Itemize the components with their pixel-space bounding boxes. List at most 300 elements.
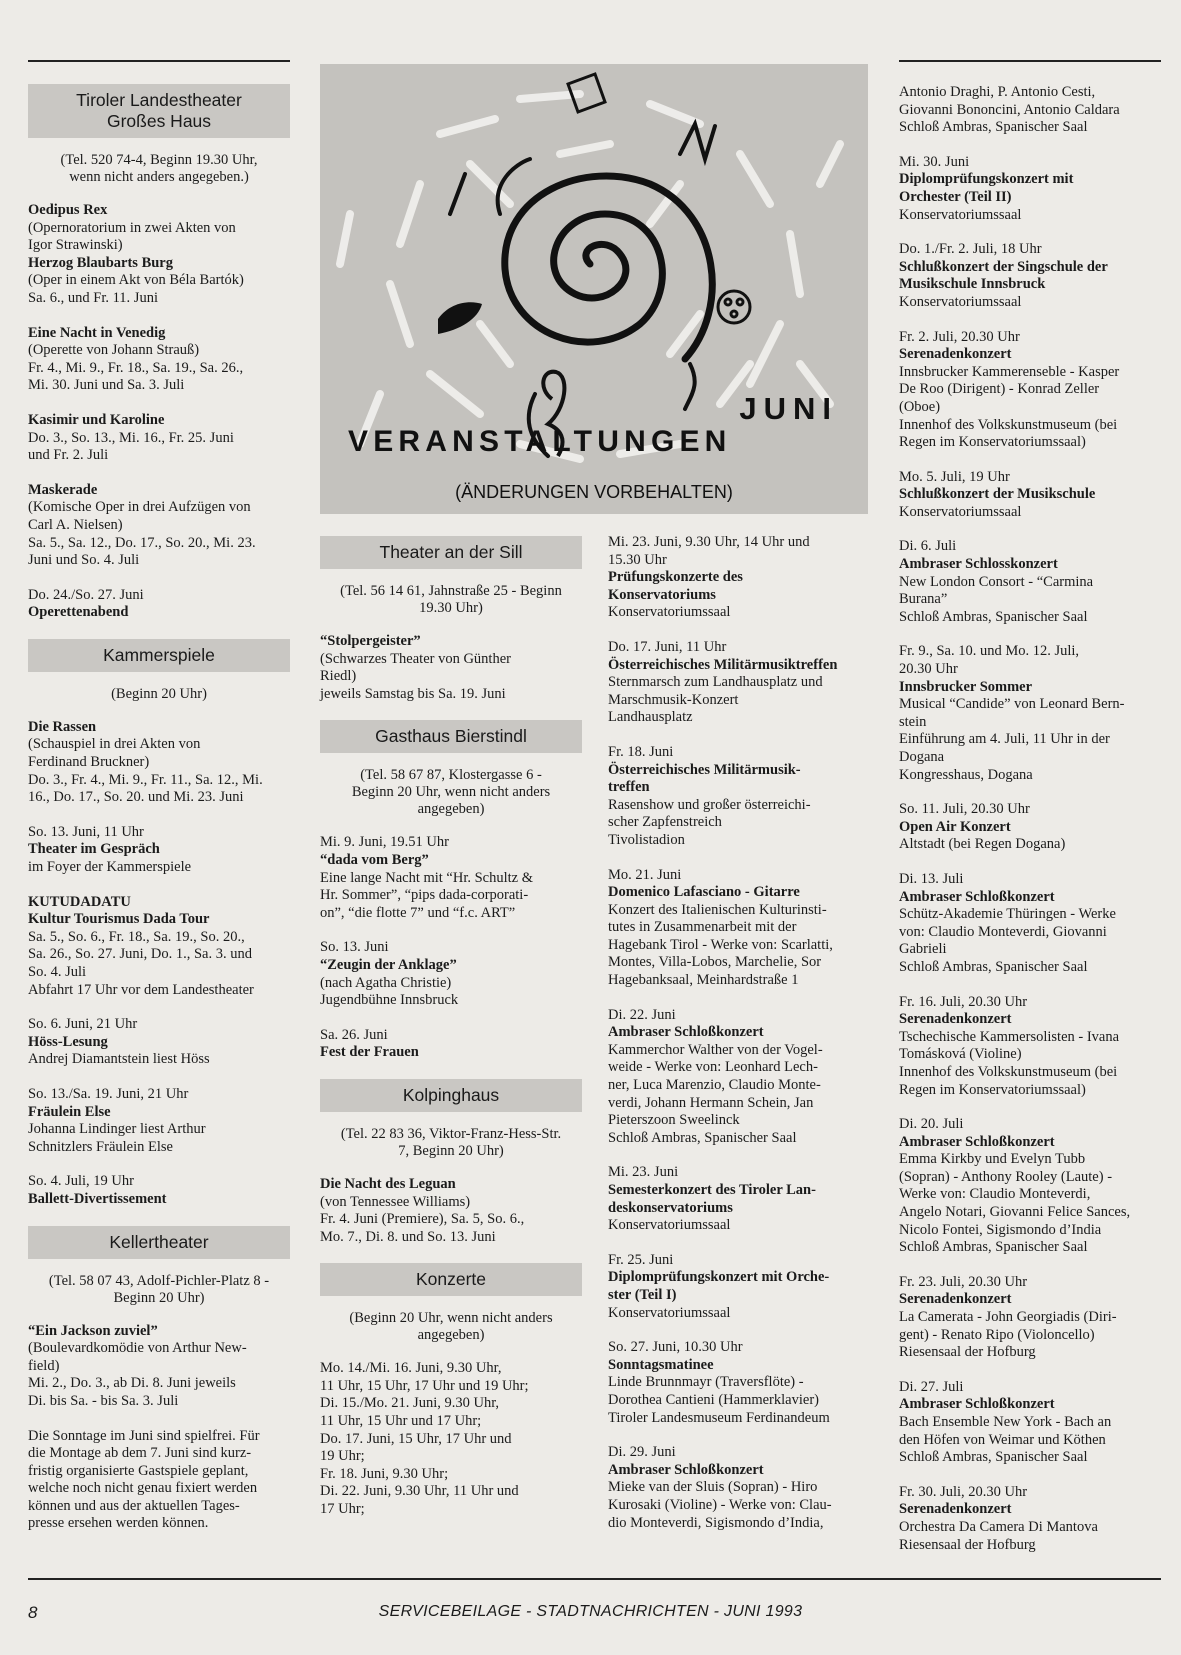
section-note-line: Beginn 20 Uhr) <box>113 1289 205 1306</box>
event-entry <box>899 1116 1161 1257</box>
section-note-line: 19.30 Uhr) <box>419 600 483 616</box>
event-line: Tiroler Landesmuseum Ferdinandeum <box>608 1409 830 1426</box>
event-line: im Foyer der Kammerspiele <box>28 859 192 876</box>
event-line: Bach Ensemble New York - Bach an <box>899 1414 1112 1430</box>
event-line: Werke von: Claudio Monteverdi, <box>899 1186 1091 1203</box>
event-line: Rasenshow und großer österreichi- <box>608 796 811 813</box>
section-heading-line: Großes Haus <box>106 111 212 131</box>
event-entry <box>28 1016 290 1069</box>
event-line: Mi. 30. Juni <box>899 153 970 170</box>
event-entry <box>608 639 872 727</box>
event-line: jeweils Samstag bis Sa. 19. Juni <box>320 685 506 702</box>
event-title: “Stolpergeister” <box>320 633 421 649</box>
event-title: Diplomprüfungskonzert mit <box>899 171 1074 188</box>
event-line: 17 Uhr; <box>320 1501 365 1518</box>
event-line: Di. 15./Mo. 21. Juni, 9.30 Uhr, <box>320 1395 500 1412</box>
event-title: Ambraser Schlosskonzert <box>899 556 1058 573</box>
event-title: Ambraser Schloßkonzert <box>608 1461 764 1478</box>
event-entry <box>899 1274 1161 1362</box>
event-line: Tivolistadion <box>608 831 685 848</box>
column-4-top <box>899 60 1161 84</box>
event-line: Marschmusik-Konzert <box>608 691 739 708</box>
event-entry <box>28 1323 290 1411</box>
event-line: Schloß Ambras, Spanischer Saal <box>899 1239 1088 1256</box>
event-entry <box>899 154 1161 224</box>
event-line: Fr. 23. Juli, 20.30 Uhr <box>899 1273 1028 1290</box>
event-line: Burana” <box>899 591 948 608</box>
event-title: Fräulein Else <box>28 1103 111 1120</box>
event-entry <box>28 482 290 570</box>
section-note <box>326 1126 576 1160</box>
event-entry <box>28 824 290 877</box>
event-line: De Roo (Dirigent) - Konrad Zeller <box>899 381 1100 398</box>
event-entry <box>899 538 1161 626</box>
event-entry <box>899 801 1161 854</box>
event-title: deskonservatoriums <box>608 1199 733 1216</box>
event-line: Schloß Ambras, Spanischer Saal <box>608 1129 797 1146</box>
event-line: Eine lange Nacht mit “Hr. Schultz & <box>320 869 534 886</box>
event-line: on”, “die flotte 7” und “f.c. ART” <box>320 904 516 921</box>
poster <box>320 64 868 514</box>
event-line: Musical “Candide” von Leonard Bern- <box>899 696 1125 713</box>
event-title: Eine Nacht in Venedig <box>28 324 166 341</box>
event-line: Dorothea Cantieni (Hammerklavier) <box>608 1391 819 1408</box>
event-entry <box>320 1360 582 1518</box>
section-note <box>326 1310 576 1344</box>
event-entry <box>608 1252 872 1322</box>
event-entry <box>608 534 872 622</box>
event-title: Die Rassen <box>28 718 97 735</box>
event-title: Open Air Konzert <box>899 818 1011 835</box>
event-title: Oedipus Rex <box>28 202 108 218</box>
event-line: Mi. 9. Juni, 19.51 Uhr <box>320 834 449 851</box>
event-entry <box>608 1007 872 1148</box>
event-line: So. 6. Juni, 21 Uhr <box>28 1016 138 1033</box>
event-line: Abfahrt 17 Uhr vor dem Landestheater <box>28 981 254 998</box>
event-line: Regen im Konservatoriumssaal) <box>899 434 1086 451</box>
event-entry <box>28 587 290 622</box>
section-note-line: (Beginn 20 Uhr) <box>111 685 207 702</box>
event-line: Giovanni Bononcini, Antonio Caldara <box>899 101 1120 118</box>
event-line: Einführung am 4. Juli, 11 Uhr in der <box>899 731 1110 748</box>
event-title: Theater im Gespräch <box>28 841 160 858</box>
event-title: “Ein Jackson zuviel” <box>28 1322 158 1339</box>
event-line: Andrej Diamantstein liest Höss <box>28 1051 210 1068</box>
event-line: (Operette von Johann Strauß) <box>28 342 200 359</box>
column-1-content <box>28 84 290 1533</box>
event-line: Schloß Ambras, Spanischer Saal <box>899 1449 1088 1466</box>
event-line: können und aus der aktuellen Tages- <box>28 1497 240 1514</box>
column-1 <box>28 60 290 1550</box>
event-line: Landhausplatz <box>608 709 693 726</box>
event-line: Fr. 18. Juni, 9.30 Uhr; <box>320 1465 449 1482</box>
event-line: 16., Do. 17., So. 20. und Mi. 23. Juni <box>28 789 244 806</box>
column-2 <box>320 536 582 1536</box>
event-line: Ferdinand Bruckner) <box>28 754 150 771</box>
event-title: Serenadenkonzert <box>899 1501 1012 1518</box>
event-line: den Höfen von Weimar und Köthen <box>899 1431 1106 1448</box>
event-line: Fr. 9., Sa. 10. und Mo. 12. Juli, <box>899 643 1080 660</box>
event-line: Sa. 26. Juni <box>320 1026 388 1043</box>
event-title: Schlußkonzert der Musikschule <box>899 486 1096 503</box>
section-note-line: angegeben) <box>417 801 485 818</box>
event-title: Semesterkonzert des Tiroler Lan- <box>608 1182 816 1198</box>
event-entry <box>320 939 582 1009</box>
event-line: 19 Uhr; <box>320 1448 365 1465</box>
event-title: Kasimir und Karoline <box>28 411 165 428</box>
event-line: (Oboe) <box>899 398 941 415</box>
event-line: New London Consort - “Carmina <box>899 573 1094 590</box>
event-entry <box>608 867 872 990</box>
event-line: Altstadt (bei Regen Dogana) <box>899 836 1066 853</box>
event-line: Gabrieli <box>899 941 947 958</box>
section-heading <box>320 1079 582 1112</box>
section-heading <box>28 84 290 138</box>
event-line: (Opernoratorium in zwei Akten von <box>28 219 236 236</box>
event-entry <box>608 1444 872 1532</box>
event-entry <box>320 633 582 703</box>
event-line: Riedl) <box>320 668 357 685</box>
top-rule <box>899 60 1161 62</box>
event-line: weide - Werke von: Leonhard Lech- <box>608 1059 818 1076</box>
event-line: Linde Brunnmayr (Traversflöte) - <box>608 1374 804 1391</box>
event-line: 11 Uhr, 15 Uhr, 17 Uhr und 19 Uhr; <box>320 1377 529 1394</box>
event-line: gent) - Renato Ripo (Violoncello) <box>899 1326 1095 1343</box>
event-line: presse ersehen werden können. <box>28 1515 209 1532</box>
event-title: ster (Teil I) <box>608 1286 677 1303</box>
event-line: (Komische Oper in drei Aufzügen von <box>28 499 251 516</box>
event-line: welche noch nicht genau fixiert werden <box>28 1480 258 1497</box>
event-line: Di. 6. Juli <box>899 538 957 555</box>
footer-rule <box>28 1578 1161 1580</box>
section-heading-line: Theater an der Sill <box>379 542 523 562</box>
section-note-line: (Tel. 56 14 61, Jahnstraße 25 - Beginn <box>340 583 562 599</box>
event-line: So. 4. Juli, 19 Uhr <box>28 1173 134 1190</box>
event-line: scher Zapfenstreich <box>608 814 722 831</box>
event-line: (Oper in einem Akt von Béla Bartók) <box>28 272 244 289</box>
event-title: KUTUDADATU <box>28 893 131 910</box>
event-line: Di. 29. Juni <box>608 1444 676 1461</box>
event-entry <box>899 1484 1161 1554</box>
event-line: Schnitzlers Fräulein Else <box>28 1138 173 1155</box>
event-line: Hagebanksaal, Meinhardstraße 1 <box>608 972 799 989</box>
event-line: 15.30 Uhr <box>608 551 667 568</box>
event-title: Ballett-Divertissement <box>28 1190 167 1207</box>
event-line: So. 11. Juli, 20.30 Uhr <box>899 801 1030 818</box>
event-entry <box>320 834 582 922</box>
event-title: Die Nacht des Leguan <box>320 1175 456 1192</box>
event-line: Mo. 21. Juni <box>608 866 682 883</box>
event-line: Schloß Ambras, Spanischer Saal <box>899 608 1088 625</box>
event-title: Operettenabend <box>28 604 129 621</box>
event-line: Do. 3., Fr. 4., Mi. 9., Fr. 11., Sa. 12., Mi. <box>28 771 263 788</box>
event-line: stein <box>899 713 927 730</box>
event-line: Do. 17. Juni, 15 Uhr, 17 Uhr und <box>320 1430 512 1447</box>
event-line: (Schwarzes Theater von Günther <box>320 650 511 667</box>
event-line: Kammerchor Walther von der Vogel- <box>608 1041 823 1058</box>
event-title: Herzog Blaubarts Burg <box>28 254 173 271</box>
section-note-line: Beginn 20 Uhr, wenn nicht anders <box>351 784 551 801</box>
event-line: So. 13./Sa. 19. Juni, 21 Uhr <box>28 1085 189 1102</box>
event-line: Innenhof des Volkskunstmuseum (bei <box>899 416 1118 433</box>
event-title: Schlußkonzert der Singschule der <box>899 258 1108 275</box>
event-entry <box>608 1339 872 1427</box>
event-line: So. 13. Juni, 11 Uhr <box>28 823 144 840</box>
section-note-line: (Beginn 20 Uhr, wenn nicht anders <box>349 1310 553 1327</box>
event-line: Igor Strawinski) <box>28 237 123 254</box>
event-line: tutes in Zusammenarbeit mit der <box>608 919 797 936</box>
event-entry <box>28 325 290 395</box>
event-line: Fr. 25. Juni <box>608 1251 674 1268</box>
event-title: Kultur Tourismus Dada Tour <box>28 911 210 928</box>
event-line: Do. 1./Fr. 2. Juli, 18 Uhr <box>899 241 1042 258</box>
event-title: Musikschule Innsbruck <box>899 276 1046 293</box>
event-line: fristig organisierte Gastspiele geplant, <box>28 1462 249 1479</box>
event-line: Tomásková (Violine) <box>899 1046 1022 1063</box>
event-line: 20.30 Uhr <box>899 661 958 678</box>
event-entry <box>899 1379 1161 1467</box>
event-line: Emma Kirkby und Evelyn Tubb <box>899 1151 1086 1168</box>
event-entry <box>28 719 290 807</box>
event-line: die Montage ab dem 7. Juni sind kurz- <box>28 1445 252 1462</box>
event-line: Schloß Ambras, Spanischer Saal <box>899 119 1088 136</box>
event-title: Serenadenkonzert <box>899 346 1012 363</box>
event-line: dio Monteverdi, Sigismondo d’India, <box>608 1514 824 1531</box>
event-entry <box>899 84 1161 137</box>
event-line: Konservatoriumssaal <box>899 503 1022 520</box>
event-line: Sa. 5., Sa. 12., Do. 17., So. 20., Mi. 23. <box>28 534 256 551</box>
event-title: Diplomprüfungskonzert mit Orche- <box>608 1269 830 1286</box>
event-entry <box>28 1173 290 1208</box>
section-note <box>34 152 284 186</box>
event-line: Pieterszoon Sweelinck <box>608 1112 740 1129</box>
event-line: Fr. 30. Juli, 20.30 Uhr <box>899 1483 1028 1500</box>
section-note-line: wenn nicht anders angegeben.) <box>69 169 249 185</box>
event-title: “dada vom Berg” <box>320 851 429 868</box>
event-line: Innsbrucker Kammerenseble - Kasper <box>899 363 1120 380</box>
event-title: Orchester (Teil II) <box>899 188 1012 205</box>
event-line: Konservatoriumssaal <box>608 604 731 621</box>
event-entry <box>899 871 1161 977</box>
event-entry <box>899 241 1161 311</box>
event-line: (Sopran) - Anthony Rooley (Laute) - <box>899 1168 1113 1185</box>
event-line: Dogana <box>899 749 945 765</box>
event-entry <box>28 1086 290 1156</box>
event-line: Konzert des Italienischen Kulturinsti- <box>608 901 827 918</box>
section-heading <box>320 1263 582 1296</box>
section-note-line: (Tel. 58 67 87, Klostergasse 6 - <box>360 767 542 784</box>
event-line: Montes, Villa-Lobos, Marchelie, Sor <box>608 954 822 971</box>
section-note <box>326 767 576 818</box>
section-heading-line: Kammerspiele <box>103 644 215 665</box>
event-line: So. 13. Juni <box>320 939 389 956</box>
column-4-content <box>899 84 1161 1554</box>
section-note-line: (Tel. 22 83 36, Viktor-Franz-Hess-Str. <box>340 1125 562 1142</box>
event-line: Mi. 2., Do. 3., ab Di. 8. Juni jeweils <box>28 1375 236 1392</box>
event-line: Innenhof des Volkskunstmuseum (bei <box>899 1063 1118 1080</box>
event-entry <box>28 202 290 308</box>
event-title: Maskerade <box>28 481 98 498</box>
event-title: Ambraser Schloßkonzert <box>899 1133 1055 1150</box>
event-line: Konservatoriumssaal <box>608 1304 731 1321</box>
section-heading <box>28 639 290 672</box>
section-heading-line: Konzerte <box>415 1269 487 1290</box>
event-line: Schütz-Akademie Thüringen - Werke <box>899 906 1116 923</box>
event-line: Fr. 16. Juli, 20.30 Uhr <box>899 993 1028 1010</box>
event-title: Domenico Lafasciano - Gitarre <box>608 884 800 901</box>
event-line: Orchestra Da Camera Di Mantova <box>899 1518 1098 1535</box>
event-line: Do. 3., So. 13., Mi. 16., Fr. 25. Juni <box>28 429 234 446</box>
event-entry <box>320 1027 582 1062</box>
event-line: Nicolo Fontei, Sigismondo d’India <box>899 1221 1102 1238</box>
event-line: Do. 17. Juni, 11 Uhr <box>608 638 727 655</box>
event-line: Antonio Draghi, P. Antonio Cesti, <box>899 84 1096 100</box>
event-line: Kongresshaus, Dogana <box>899 766 1033 783</box>
event-entry <box>608 1164 872 1234</box>
footer-text: SERVICEBEILAGE - STADTNACHRICHTEN - JUNI 1993 <box>378 1603 803 1620</box>
event-title: Serenadenkonzert <box>899 1011 1012 1028</box>
event-line: (Boulevardkomödie von Arthur New- <box>28 1340 247 1357</box>
event-line: Fr. 2. Juli, 20.30 Uhr <box>899 328 1020 345</box>
event-line: Sternmarsch zum Landhausplatz und <box>608 674 823 691</box>
event-line: Mi. 23. Juni, 9.30 Uhr, 14 Uhr und <box>608 534 810 550</box>
event-title: “Zeugin der Anklage” <box>320 956 457 973</box>
event-line: Di. bis Sa. - bis Sa. 3. Juli <box>28 1392 179 1409</box>
section-note-line: (Tel. 58 07 43, Adolf-Pichler-Platz 8 - <box>48 1272 270 1289</box>
event-line: Mo. 5. Juli, 19 Uhr <box>899 468 1010 485</box>
event-line: Kurosaki (Violine) - Werke von: Clau- <box>608 1496 832 1513</box>
event-title: Innsbrucker Sommer <box>899 678 1033 695</box>
event-entry <box>899 469 1161 522</box>
event-line: (von Tennessee Williams) <box>320 1193 471 1210</box>
event-title: Prüfungskonzerte des <box>608 569 743 586</box>
event-title: Ambraser Schloßkonzert <box>899 888 1055 905</box>
event-line: Die Sonntage im Juni sind spielfrei. Für <box>28 1427 260 1444</box>
event-entry <box>28 1428 290 1534</box>
poster-title-juni: JUNI <box>739 391 838 426</box>
event-line: (Schauspiel in drei Akten von <box>28 736 201 753</box>
section-note <box>326 583 576 617</box>
section-note-line: (Tel. 520 74-4, Beginn 19.30 Uhr, <box>60 152 258 168</box>
event-entry <box>28 412 290 465</box>
event-line: Mo. 7., Di. 8. und So. 13. Juni <box>320 1228 496 1245</box>
event-line: Konservatoriumssaal <box>608 1217 731 1234</box>
poster-subtitle: (ÄNDERUNGEN VORBEHALTEN) <box>455 482 733 502</box>
event-line: Mo. 14./Mi. 16. Juni, 9.30 Uhr, <box>320 1360 502 1377</box>
page-number: 8 <box>28 1603 38 1622</box>
event-entry <box>320 1176 582 1246</box>
event-line: verdi, Johann Hermann Schein, Jan <box>608 1094 814 1111</box>
event-line: Carl A. Nielsen) <box>28 516 123 533</box>
event-title: treffen <box>608 779 650 796</box>
event-line: Konservatoriumssaal <box>899 206 1022 223</box>
event-line: Di. 27. Juli <box>899 1378 964 1395</box>
section-heading <box>28 1226 290 1259</box>
event-title: Ambraser Schloßkonzert <box>899 1396 1055 1413</box>
event-line: Juni und So. 4. Juli <box>28 552 140 569</box>
event-line: Hr. Sommer”, “pips dada-corporati- <box>320 887 529 904</box>
section-heading-line: Tiroler Landestheater <box>76 90 242 110</box>
event-line: von: Claudio Monteverdi, Giovanni <box>899 923 1107 940</box>
event-line: So. 4. Juli <box>28 964 87 980</box>
section-note-line: 7, Beginn 20 Uhr) <box>398 1142 504 1159</box>
top-rule <box>28 60 290 62</box>
event-line: 11 Uhr, 15 Uhr und 17 Uhr; <box>320 1413 482 1430</box>
event-entry <box>899 994 1161 1100</box>
event-line: Sa. 26., So. 27. Juni, Do. 1., Sa. 3. und <box>28 946 252 963</box>
event-entry <box>899 329 1161 452</box>
event-title: Konservatoriums <box>608 586 716 603</box>
column-3 <box>608 534 872 1549</box>
column-3-content <box>608 534 872 1532</box>
event-line: Riesensaal der Hofburg <box>899 1536 1036 1553</box>
event-entry <box>899 643 1161 784</box>
event-line: (nach Agatha Christie) <box>320 974 452 991</box>
event-title: Serenadenkonzert <box>899 1291 1012 1308</box>
event-line: Tschechische Kammersolisten - Ivana <box>899 1028 1120 1045</box>
event-line: Schloß Ambras, Spanischer Saal <box>899 958 1088 975</box>
section-heading <box>320 720 582 753</box>
event-title: Sonntagsmatinee <box>608 1356 714 1373</box>
event-line: Di. 22. Juni, 9.30 Uhr, 11 Uhr und <box>320 1483 519 1500</box>
event-line: Mi. 30. Juni und Sa. 3. Juli <box>28 377 185 394</box>
event-line: Di. 13. Juli <box>899 870 964 887</box>
film-reel-icon <box>718 291 750 323</box>
event-line: Fr. 4., Mi. 9., Fr. 18., Sa. 19., Sa. 26., <box>28 359 244 376</box>
event-line: Mieke van der Sluis (Sopran) - Hiro <box>608 1479 818 1496</box>
section-heading-line: Kolpinghaus <box>402 1084 500 1105</box>
event-line: und Fr. 2. Juli <box>28 447 109 464</box>
event-line: Mi. 23. Juni <box>608 1164 679 1181</box>
event-title: Ambraser Schloßkonzert <box>608 1024 764 1041</box>
column-4 <box>899 84 1161 1571</box>
event-line: Fr. 4. Juni (Premiere), Sa. 5, So. 6., <box>320 1211 525 1228</box>
event-line: Angelo Notari, Giovanni Felice Sances, <box>899 1204 1131 1221</box>
event-line: Sa. 5., So. 6., Fr. 18., Sa. 19., So. 20., <box>28 928 245 945</box>
event-line: Sa. 6., und Fr. 11. Juni <box>28 289 158 306</box>
column-2-content <box>320 536 582 1519</box>
event-line: Hagebank Tirol - Werke von: Scarlatti, <box>608 936 833 953</box>
event-line: field) <box>28 1357 60 1374</box>
event-entry <box>28 894 290 1000</box>
event-title: Höss-Lesung <box>28 1033 108 1050</box>
event-line: So. 27. Juni, 10.30 Uhr <box>608 1339 743 1356</box>
section-note-line: angegeben) <box>417 1327 485 1344</box>
event-line: Di. 22. Juni <box>608 1006 676 1023</box>
event-line: Fr. 18. Juni <box>608 743 674 760</box>
event-line: ner, Luca Marenzio, Claudio Monte- <box>608 1077 821 1094</box>
section-heading-line: Kellertheater <box>109 1231 209 1252</box>
event-line: Konservatoriumssaal <box>899 293 1022 310</box>
poster-title-veranstaltungen: VERANSTALTUNGEN <box>348 425 732 458</box>
section-heading-line: Gasthaus Bierstindl <box>375 726 527 747</box>
mask-icon <box>438 302 482 334</box>
event-line: Riesensaal der Hofburg <box>899 1344 1036 1361</box>
event-line: Johanna Lindinger liest Arthur <box>28 1121 206 1138</box>
section-note <box>34 686 284 703</box>
event-line: Jugendbühne Innsbruck <box>320 992 459 1009</box>
event-title: Österreichisches Militärmusiktreffen <box>608 656 838 673</box>
event-entry <box>608 744 872 850</box>
event-line: La Camerata - John Georgiadis (Diri- <box>899 1309 1117 1326</box>
event-line: Regen im Konservatoriumssaal) <box>899 1081 1086 1098</box>
section-note <box>34 1273 284 1307</box>
event-line: Di. 20. Juli <box>899 1116 964 1133</box>
event-title: Fest der Frauen <box>320 1044 419 1061</box>
event-title: Österreichisches Militärmusik- <box>608 761 801 778</box>
event-line: Do. 24./So. 27. Juni <box>28 586 144 603</box>
section-heading <box>320 536 582 569</box>
